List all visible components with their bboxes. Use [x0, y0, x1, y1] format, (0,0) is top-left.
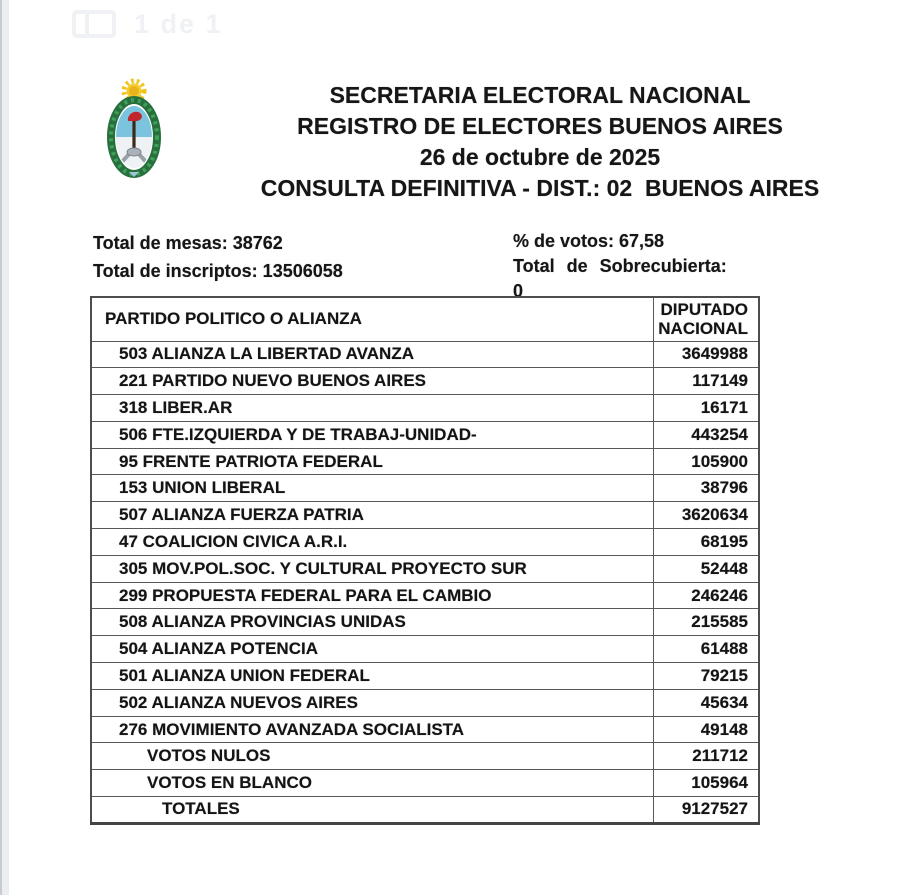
votes-cell: 9127527: [653, 797, 759, 824]
table-row: [91, 421, 759, 448]
votes-cell: 61488: [653, 636, 759, 663]
table-row: [91, 475, 759, 502]
header-title: SECRETARIA ELECTORAL NACIONAL: [329, 82, 751, 108]
party-cell: 305 MOV.POL.SOC. Y CULTURAL PROYECTO SUR: [91, 555, 653, 582]
votes-cell: 117149: [653, 368, 759, 395]
table-row: [91, 797, 759, 824]
votes-cell: 3649988: [653, 341, 759, 368]
party-cell: 507 ALIANZA FUERZA PATRIA: [91, 502, 653, 529]
page-count-label: 1 de 1: [134, 8, 223, 39]
votes-cell: 246246: [653, 582, 759, 609]
party-cell: 153 UNION LIBERAL: [91, 475, 653, 502]
party-cell: 504 ALIANZA POTENCIA: [91, 636, 653, 663]
table-row: [91, 448, 759, 475]
pct-votos: % de votos: 67,58: [513, 231, 665, 251]
table-header-row: [91, 297, 759, 341]
table-row: [91, 341, 759, 368]
total-mesas: Total de mesas: 38762: [93, 233, 283, 253]
party-cell: 95 FRENTE PATRIOTA FEDERAL: [91, 448, 653, 475]
header-district: CONSULTA DEFINITIVA - DIST.: 02 BUENOS AIRES: [260, 175, 820, 201]
votes-cell: 49148: [653, 716, 759, 743]
party-cell: 508 ALIANZA PROVINCIAS UNIDAS: [91, 609, 653, 636]
votes-cell: 215585: [653, 609, 759, 636]
results-table: [90, 296, 760, 825]
votes-cell: 3620634: [653, 502, 759, 529]
table-row: [91, 743, 759, 770]
party-cell: VOTOS NULOS: [91, 743, 653, 770]
party-cell: 503 ALIANZA LA LIBERTAD AVANZA: [91, 341, 653, 368]
total-inscriptos: Total de inscriptos: 13506058: [93, 261, 343, 281]
table-row: [91, 529, 759, 556]
votes-cell: 16171: [653, 395, 759, 422]
table-row: [91, 636, 759, 663]
table-row: [91, 716, 759, 743]
party-cell: 276 MOVIMIENTO AVANZADA SOCIALISTA: [91, 716, 653, 743]
votes-cell: 45634: [653, 689, 759, 716]
table-row: [91, 770, 759, 797]
table-row: [91, 582, 759, 609]
column-header-diputado: DIPUTADO NACIONAL: [653, 297, 759, 341]
party-cell: VOTOS EN BLANCO: [91, 770, 653, 797]
party-cell: 502 ALIANZA NUEVOS AIRES: [91, 689, 653, 716]
sobrecubierta-label: Total de Sobrecubierta:: [513, 256, 727, 276]
table-row: [91, 555, 759, 582]
sobrecubierta-value: 0: [513, 281, 524, 301]
party-cell: 299 PROPUESTA FEDERAL PARA EL CAMBIO: [91, 582, 653, 609]
party-cell: 501 ALIANZA UNION FEDERAL: [91, 663, 653, 690]
votes-cell: 211712: [653, 743, 759, 770]
header-date: 26 de octubre de 2025: [419, 144, 661, 170]
party-cell: 47 COALICION CIVICA A.R.I.: [91, 529, 653, 556]
votes-cell: 38796: [653, 475, 759, 502]
party-cell: 221 PARTIDO NUEVO BUENOS AIRES: [91, 368, 653, 395]
votes-cell: 443254: [653, 421, 759, 448]
table-row: [91, 609, 759, 636]
table-row: [91, 689, 759, 716]
votes-cell: 79215: [653, 663, 759, 690]
table-row: [91, 395, 759, 422]
table-row: [91, 502, 759, 529]
document-header: [180, 80, 900, 204]
votes-cell: 105900: [653, 448, 759, 475]
votes-cell: 52448: [653, 555, 759, 582]
column-header-party: PARTIDO POLITICO O ALIANZA: [91, 297, 653, 341]
party-cell: 318 LIBER.AR: [91, 395, 653, 422]
party-cell: TOTALES: [91, 797, 653, 824]
header-subtitle: REGISTRO DE ELECTORES BUENOS AIRES: [297, 113, 783, 139]
argentina-coat-of-arms-icon: [104, 76, 164, 182]
table-row: [91, 663, 759, 690]
votes-cell: 68195: [653, 529, 759, 556]
results-table-body: [91, 341, 759, 823]
table-row: [91, 368, 759, 395]
party-cell: 506 FTE.IZQUIERDA Y DE TRABAJ-UNIDAD-: [91, 421, 653, 448]
votes-cell: 105964: [653, 770, 759, 797]
